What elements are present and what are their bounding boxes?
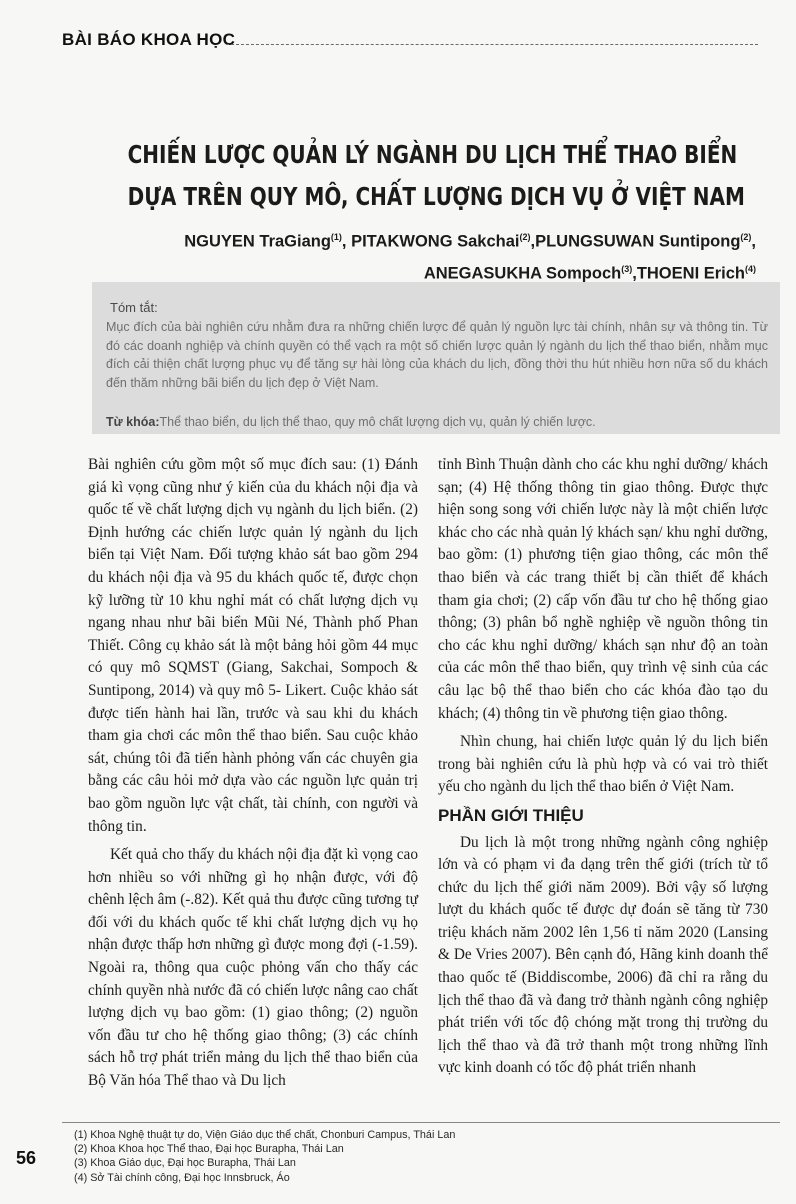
author-name: PITAKWONG Sakchai — [351, 232, 520, 251]
body-paragraph: Nhìn chung, hai chiến lược quản lý du lịch biển trong bài nghiên cứu là phù hợp và có vai trò thiết yếu cho ngành du lịch thể thao biển ở Việt Nam. — [438, 733, 768, 796]
abstract-body: Mục đích của bài nghiên cứu nhằm đưa ra những chiến lược để quản lý nguồn lực tài chính, nhân sự và thông tin. Từ đó các doanh nghiệp và chính quyền có thể vạch ra một số chiến lược quản lý ngành du lịch thể thao biển, nhằm mục đích cải thiện chất lượng phục vụ để tăng sự hài lòng của khách du lịch, đồng thời thu hút nhiều hơn nữa số du khách đến thăm những bãi biển du lịch đẹp ở Việt Nam. — [106, 320, 768, 390]
keywords-label: Từ khóa: — [106, 415, 160, 429]
body-paragraph: Du lịch là một trong những ngành công nghiệp lớn và có phạm vi đa dạng trên thế giới (trích từ tổ chức du lịch thế giới năm 2009). Bởi vậy số lượng lượt du khách quốc tế được dự đoán sẽ tăng từ 730 triệu khách năm 2002 lên 1,56 tỉ năm 2020 (Lansing & De Vries 2007). Bên cạnh đó, Hãng kinh doanh thể thao quốc tế (Biddiscombe, 2006) đã chỉ ra rằng du lịch thể thao đã và đang trở thành ngành công nghiệp phát triển với tốc độ chóng mặt trong thị trường du lịch thể thao và đã trở thanh một trong những lĩnh vực kinh doanh có tốc độ phát triển nhanh — [438, 833, 768, 1077]
article-title — [127, 134, 745, 218]
author-name: THOENI Erich — [636, 264, 745, 282]
author-affiliation-mark: (2) — [740, 232, 752, 242]
body-paragraph: Bài nghiên cứu gồm một số mục đích sau: (1) Đánh giá kì vọng cũng như ý kiến của du khách nội địa và quốc tế về chất lượng dịch vụ ngành du lịch biển. (2) Định hướng các chiến lược quản lý ngành du lịch biển tại Việt Nam. Đối tượng khảo sát bao gồm 294 du khách nội địa và 95 du khách quốc tế, được chọn kỹ lưỡng từ 10 khu nghỉ mát có chất lượng dịch vụ ngang nhau như bãi biển Mũi Né, Thành phố Phan Thiết. Công cụ khảo sát là một bảng hỏi gồm 44 mục có quy mô SQMST (Giang, Sakchai, Sompoch & Suntipong, 2014) và quy mô 5- Likert. Cuộc khảo sát được tiến hành hai lần, trước và sau khi du khách tham gia chơi các môn thể thao biển. Sau cuộc khảo sát, chúng tôi đã tiến hành phỏng vấn các chuyên gia bằng các câu hỏi mở dựa vào các nguồn lực quản trị bao gồm nguồn lực vật chất, tài chính, con người và thông tin. — [88, 456, 418, 835]
footnote: (1) Khoa Nghệ thuật tự do, Viện Giáo dục thể chất, Chonburi Campus, Thái Lan — [74, 1129, 456, 1141]
author-name: ANEGASUKHA Sompoch — [423, 264, 622, 282]
right-column — [438, 454, 768, 1086]
page-number: 56 — [16, 1148, 37, 1168]
author-separator: , — [341, 232, 352, 251]
author-name: PLUNGSUWAN Suntipong — [535, 232, 741, 251]
author-list — [96, 224, 756, 287]
author-affiliation-mark: (2) — [519, 232, 531, 242]
author-separator: , — [530, 232, 536, 251]
abstract-heading: Tóm tắt: — [110, 300, 158, 315]
title-line-1: CHIẾN LƯỢC QUẢN LÝ NGÀNH DU LỊCH THỂ THAO BIỂN — [127, 140, 738, 169]
author-affiliation-mark: (1) — [330, 232, 342, 242]
title-line-2: DỰA TRÊN QUY MÔ, CHẤT LƯỢNG DỊCH VỤ Ở VIỆT NAM — [127, 182, 745, 211]
author-separator: , — [632, 264, 637, 282]
section-label: BÀI BÁO KHOA HỌC — [62, 30, 236, 49]
footnote: (4) Sở Tài chính công, Đại học Innsbruck, Áo — [74, 1171, 290, 1184]
author-name: NGUYEN TraGiang — [184, 232, 331, 251]
footnote-divider — [62, 1122, 780, 1123]
footnote: (2) Khoa Khoa học Thể thao, Đại học Burapha, Thái Lan — [74, 1143, 344, 1156]
header-divider — [226, 44, 758, 45]
keywords-text: Thể thao biển, du lịch thể thao, quy mô chất lượng dịch vụ, quản lý chiến lược. — [159, 415, 596, 429]
author-affiliation-mark: (3) — [621, 263, 633, 274]
footnotes — [74, 1128, 764, 1185]
section-heading: PHẦN GIỚI THIỆU — [438, 805, 584, 825]
author-affiliation-mark: (4) — [745, 263, 756, 274]
left-column — [88, 454, 418, 1099]
keywords-line — [106, 415, 768, 429]
author-separator: , — [751, 232, 756, 251]
body-paragraph: tỉnh Bình Thuận dành cho các khu nghỉ dưỡng/ khách sạn; (4) Hệ thống thông tin giao thông. Được thực hiện song song với chiến lược này là một chiến lược khác cho các nhà quản lý khách sạn/ khu nghỉ dưỡng, bao gồm: (1) phương tiện giao thông, các môn thể thao biển và các trang thiết bị cần thiết để khách tham gia chơi; (2) cấp vốn đầu tư cho hệ thống giao thông; (3) phân bổ nghề nghiệp về nguồn thông tin cho các khu nghỉ dưỡng/ khách sạn như độ an toàn của các môn thể thao biển, quy trình vệ sinh của các câu lạc bộ thể thao biển cho các khóa đào tạo du khách; (4) thông tin về phương tiện giao thông. — [438, 456, 768, 722]
footnote: (3) Khoa Giáo dục, Đại học Burapha, Thái Lan — [74, 1157, 296, 1170]
body-paragraph: Kết quả cho thấy du khách nội địa đặt kì vọng cao hơn nhiều so với những gì họ nhận được, với độ chênh lệch âm (-.82). Kết quả thu được cũng tương tự đối với du khách quốc tế khi chất lượng dịch vụ họ nhận được thấp hơn những gì được mong đợi (-1.59). Ngoài ra, thông qua cuộc phỏng vấn cho thấy các chính quyền nhà nước đã có chiến lược nâng cao chất lượng dịch vụ bao gồm: (1) giao thông; (2) nguồn vốn đầu tư cho hệ thống giao thông; (3) các chính sách hỗ trợ phát triển mảng du lịch thể thao biển của Bộ Văn hóa Thể thao và Du lịch — [88, 846, 418, 1090]
